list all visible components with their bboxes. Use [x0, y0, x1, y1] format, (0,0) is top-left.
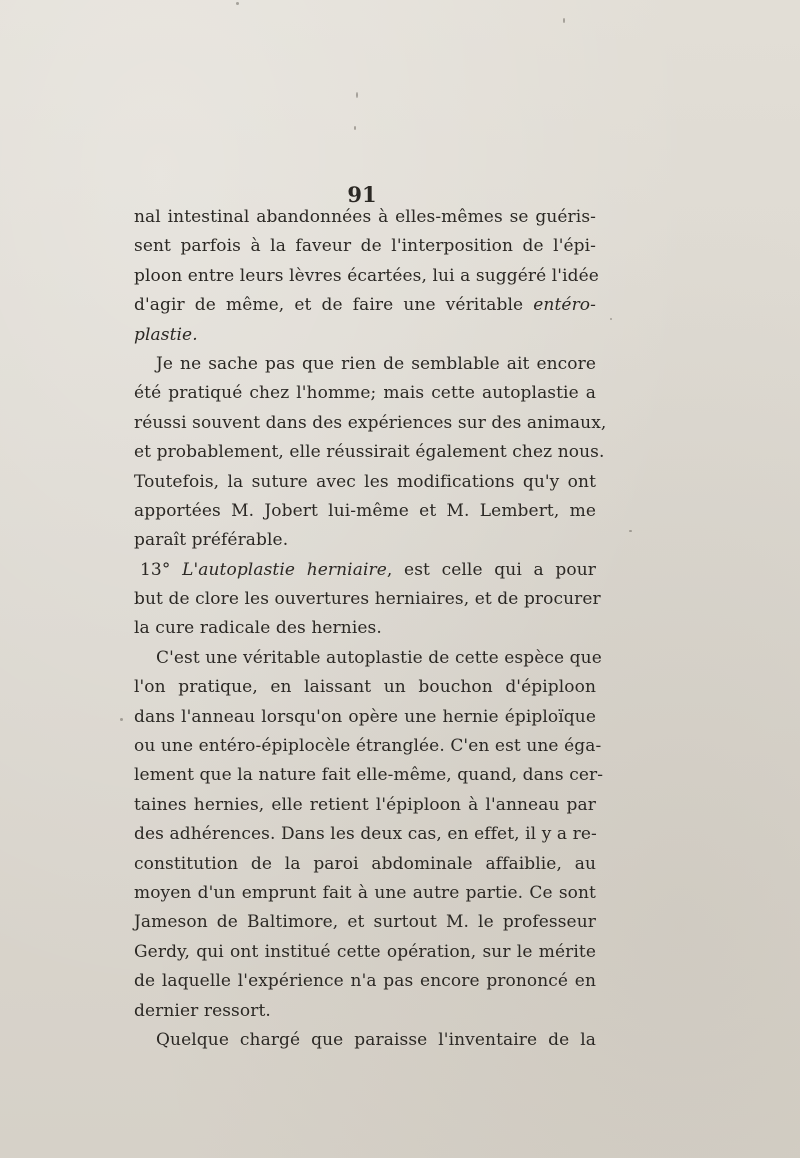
text-line-24: moyen d'un emprunt fait à une autre partie. Ce sont: [134, 882, 596, 903]
text-line-4-plain: d'agir de même, et de faire une véritable: [134, 295, 524, 316]
text-line-1: nal intestinal abandonnées à elles-mêmes se guéris-: [134, 207, 596, 227]
text-line-2: sent parfois à la faveur de l'interposition de l'épi-: [134, 236, 596, 257]
paper-speck: [610, 318, 612, 320]
text-line-17: l'on pratique, en laissant un bouchon d'épiploon: [134, 677, 596, 698]
text-line-4-italic: entéro-: [533, 295, 596, 316]
text-line-4: [134, 291, 596, 320]
text-line-11: apportées M. Jobert lui-même et M. Lembert, me: [134, 500, 596, 521]
text-line-16: C'est une véritable autoplastie de cette espèce que: [156, 647, 602, 668]
paper-speck: [120, 718, 123, 721]
text-line-8: réussi souvent dans des expériences sur des animaux,: [134, 412, 607, 433]
text-line-20: lement que la nature fait elle-même, quand, dans cer-: [134, 765, 604, 786]
text-line-10: Toutefois, la suture avec les modifications qu'y ont: [134, 471, 596, 492]
text-line-22: des adhérences. Dans les deux cas, en effet, il y a re-: [134, 824, 597, 845]
paper-speck: [236, 2, 239, 5]
text-line-9: et probablement, elle réussirait également chez nous.: [134, 442, 605, 463]
text-line-25: Jameson de Baltimore, et surtout M. le professeur: [134, 912, 596, 933]
paper-speck: [356, 92, 358, 98]
text-line-3: ploon entre leurs lèvres écartées, lui a suggéré l'idée: [134, 265, 599, 286]
text-line-5-italic: plastie.: [134, 324, 198, 345]
text-line-13: [134, 556, 596, 585]
text-line-23: constitution de la paroi abdominale affaiblie, au: [134, 853, 596, 874]
text-line-7: été pratiqué chez l'homme; mais cette autoplastie a: [134, 383, 596, 404]
paper-speck: [563, 18, 565, 23]
text-line-13-italic: L'autoplastie herniaire: [182, 559, 387, 580]
text-line-13-after: , est celle qui a pour: [386, 559, 596, 580]
paper-speck: [354, 126, 356, 130]
text-line-5: [134, 321, 596, 350]
text-line-26: Gerdy, qui ont institué cette opération, sur le mérite: [134, 941, 596, 962]
text-line-27: de laquelle l'expérience n'a pas encore prononcé en: [134, 971, 596, 992]
text-line-19: ou une entéro-épiplocèle étranglée. C'en est une éga-: [134, 736, 602, 757]
text-line-21: taines hernies, elle retient l'épiploon à l'anneau par: [134, 794, 596, 815]
page-number: 91: [347, 182, 377, 207]
body-text: [134, 203, 607, 1055]
text-line-14: but de clore les ouvertures herniaires, et de procurer: [134, 589, 601, 610]
text-line-18: dans l'anneau lorsqu'on opère une hernie épiploïque: [134, 706, 596, 727]
text-line-13-number: 13°: [140, 559, 171, 580]
text-line-15: la cure radicale des hernies.: [134, 618, 382, 639]
text-line-12: paraît préférable.: [134, 530, 289, 551]
text-line-6: Je ne sache pas que rien de semblable ait encore: [156, 353, 596, 374]
text-line-28: dernier ressort.: [134, 1000, 271, 1021]
paper-speck: [629, 530, 632, 532]
text-line-29: Quelque chargé que paraisse l'inventaire de la: [156, 1029, 596, 1050]
